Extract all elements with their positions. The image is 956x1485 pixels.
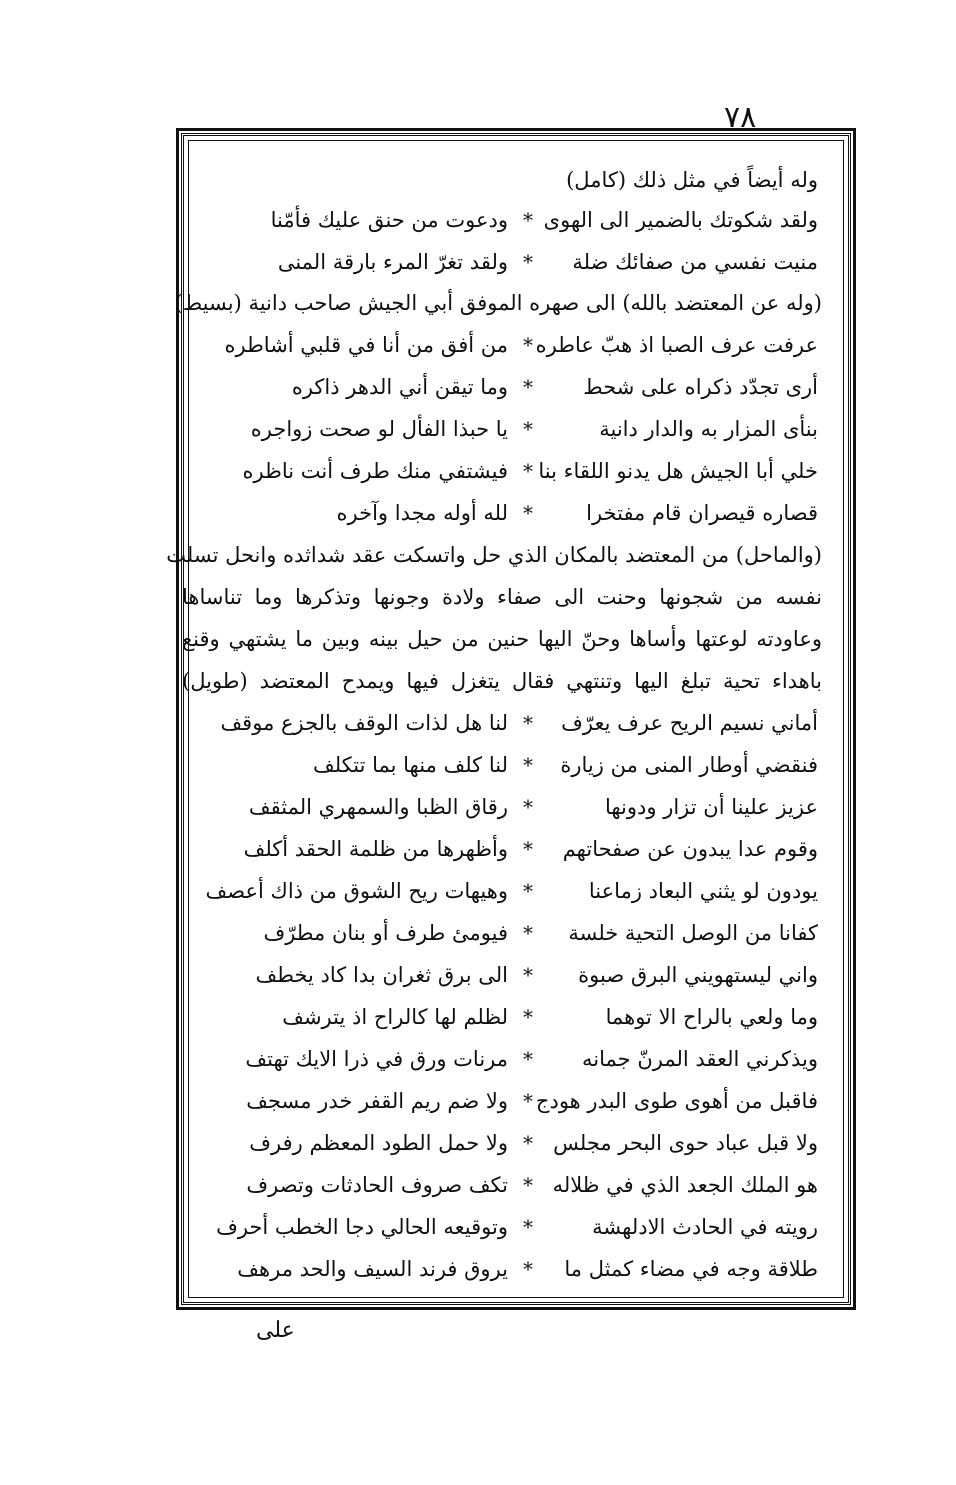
star-separator-icon: *: [523, 1005, 533, 1029]
verse-hemistich-second: لنا كلف منها بما تتكلف: [312, 753, 508, 777]
verse-hemistich-second: فيشتفي منك طرف أنت ناظره: [242, 459, 508, 483]
verse-line: [228, 1081, 818, 1121]
verse-line: [228, 829, 818, 869]
verse-hemistich-first: عزيز علينا أن تزار ودونها: [604, 795, 818, 819]
star-separator-icon: *: [523, 753, 533, 777]
verse-hemistich-second: ولا ضم ريم القفر خدر مسجف: [246, 1089, 508, 1113]
verse-hemistich-first: فاقبل من أهوى طوى البدر هودج: [535, 1089, 818, 1113]
star-separator-icon: *: [523, 837, 533, 861]
verse-hemistich-first: منيت نفسي من صفائك ضلة: [572, 250, 818, 274]
star-separator-icon: *: [523, 1089, 533, 1113]
verse-hemistich-first: ويذكرني العقد المرنّ جمانه: [582, 1047, 818, 1071]
verse-line: [228, 1165, 818, 1205]
verse-hemistich-second: من أفق من أنا في قلبي أشاطره: [224, 333, 508, 357]
verse-line: [228, 409, 818, 449]
verse-hemistich-second: وتوقيعه الحالي دجا الخطب أحرف: [216, 1215, 508, 1239]
verse-line: [228, 242, 818, 282]
verse-line: [228, 1039, 818, 1079]
verse-hemistich-second: رقاق الظبا والسمهري المثقف: [248, 795, 508, 819]
verse-hemistich-second: لنا هل لذات الوقف بالجزع موقف: [220, 711, 508, 735]
verse-hemistich-first: وما ولعي بالراح الا توهما: [605, 1005, 818, 1029]
verse-hemistich-first: أماني نسيم الريح عرف يعرّف: [561, 711, 818, 735]
star-separator-icon: *: [523, 333, 533, 357]
verse-hemistich-first: واني ليستهويني البرق صبوة: [578, 963, 818, 987]
section2-heading: (وله عن المعتضد بالله) الى صهره الموفق أبي الجيش صاحب دانية (بسيط): [174, 291, 822, 315]
verse-hemistich-first: كفانا من الوصل التحية خلسة: [568, 921, 818, 945]
verse-line: [228, 1249, 818, 1289]
verse-hemistich-second: ودعوت من حنق عليك فأمّنا: [270, 208, 508, 232]
star-separator-icon: *: [523, 1173, 533, 1197]
verse-hemistich-first: طلاقة وجه في مضاء كمثل ما: [564, 1257, 818, 1281]
prose-line: نفسه من شجونها وحنت الى صفاء ولادة وجونها وتذكرها وما تناساها: [182, 585, 822, 609]
verse-line: [228, 367, 818, 407]
verse-line: [228, 745, 818, 785]
verse-line: [228, 955, 818, 995]
star-separator-icon: *: [523, 1257, 533, 1281]
verse-hemistich-first: قصاره قيصران قام مفتخرا: [586, 501, 818, 525]
verse-hemistich-second: وأظهرها من ظلمة الحقد أكلف: [243, 837, 508, 861]
verse-hemistich-first: يودون لو يثني البعاد زماعنا: [588, 879, 818, 903]
star-separator-icon: *: [523, 1215, 533, 1239]
verse-line: [216, 1207, 818, 1247]
verse-hemistich-first: أرى تجدّد ذكراه على شحط: [583, 375, 818, 399]
verse-hemistich-second: يا حبذا الفأل لو صحت زواجره: [250, 417, 508, 441]
section1-heading: وله أيضاً في مثل ذلك (كامل): [566, 168, 818, 192]
star-separator-icon: *: [523, 711, 533, 735]
verse-hemistich-first: فنقضي أوطار المنى من زيارة: [560, 753, 818, 777]
verse-line: [228, 997, 818, 1037]
verse-hemistich-second: مرنات ورق في ذرا الايك تهتف: [245, 1047, 508, 1071]
verse-line: [205, 871, 818, 911]
verse-hemistich-second: ولقد تغرّ المرء بارقة المنى: [277, 250, 508, 274]
verse-hemistich-second: الى برق ثغران بدا كاد يخطف: [255, 963, 508, 987]
verse-hemistich-first: بنأى المزار به والدار دانية: [599, 417, 818, 441]
prose-line: وعاودته لوعتها وأساها وحنّ اليها حنين من حيل بينه وبين ما يشتهي وقنع: [182, 627, 822, 651]
verse-hemistich-first: وقوم عدا يبدون عن صفحاتهم: [562, 837, 818, 861]
star-separator-icon: *: [523, 417, 533, 441]
verse-hemistich-second: ولا حمل الطود المعظم رفرف: [249, 1131, 508, 1155]
verse-hemistich-first: ولا قبل عباد حوى البحر مجلس: [553, 1131, 818, 1155]
verse-hemistich-second: لظلم لها كالراح اذ يترشف: [282, 1005, 508, 1029]
verse-line: [228, 787, 818, 827]
star-separator-icon: *: [523, 459, 533, 483]
verse-hemistich-first: ولقد شكوتك بالضمير الى الهوى: [543, 208, 818, 232]
star-separator-icon: *: [523, 921, 533, 945]
verse-line: [228, 451, 818, 491]
page-number: ٧٨: [724, 100, 757, 135]
verse-line: [228, 913, 818, 953]
prose-line: (والماحل) من المعتضد بالمكان الذي حل واتسكت عقد شداثده وانحل تسلت: [166, 543, 822, 567]
star-separator-icon: *: [523, 1131, 533, 1155]
star-separator-icon: *: [523, 375, 533, 399]
star-separator-icon: *: [523, 1047, 533, 1071]
star-separator-icon: *: [523, 250, 533, 274]
verse-hemistich-second: يروق فرند السيف والحد مرهف: [237, 1257, 508, 1281]
verse-line: [228, 1123, 818, 1163]
verse-line: [228, 200, 818, 240]
star-separator-icon: *: [523, 879, 533, 903]
verse-hemistich-second: لله أوله مجدا وآخره: [336, 501, 508, 525]
catchword: على: [256, 1318, 295, 1343]
verse-hemistich-first: رويته في الحادث الادلهشة: [592, 1215, 818, 1239]
verse-hemistich-second: وهيهات ريح الشوق من ذاك أعصف: [205, 879, 508, 903]
prose-line: باهداء تحية تبلغ اليها وتنتهي فقال يتغزل فيها ويمدح المعتضد (طويل): [182, 669, 822, 693]
verse-hemistich-first: هو الملك الجعد الذي في ظلاله: [552, 1173, 818, 1197]
star-separator-icon: *: [523, 963, 533, 987]
verse-hemistich-first: خلي أبا الجيش هل يدنو اللقاء بنا: [538, 459, 818, 483]
verse-hemistich-first: عرفت عرف الصبا اذ هبّ عاطره: [535, 333, 818, 357]
verse-hemistich-second: تكف صروف الحادثات وتصرف: [246, 1173, 508, 1197]
verse-line: [228, 493, 818, 533]
verse-line: [224, 325, 818, 365]
star-separator-icon: *: [523, 208, 533, 232]
verse-hemistich-second: وما تيقن أني الدهر ذاكره: [291, 375, 508, 399]
star-separator-icon: *: [523, 501, 533, 525]
verse-line: [220, 703, 818, 743]
verse-hemistich-second: فيومئ طرف أو بنان مطرّف: [263, 921, 508, 945]
star-separator-icon: *: [523, 795, 533, 819]
